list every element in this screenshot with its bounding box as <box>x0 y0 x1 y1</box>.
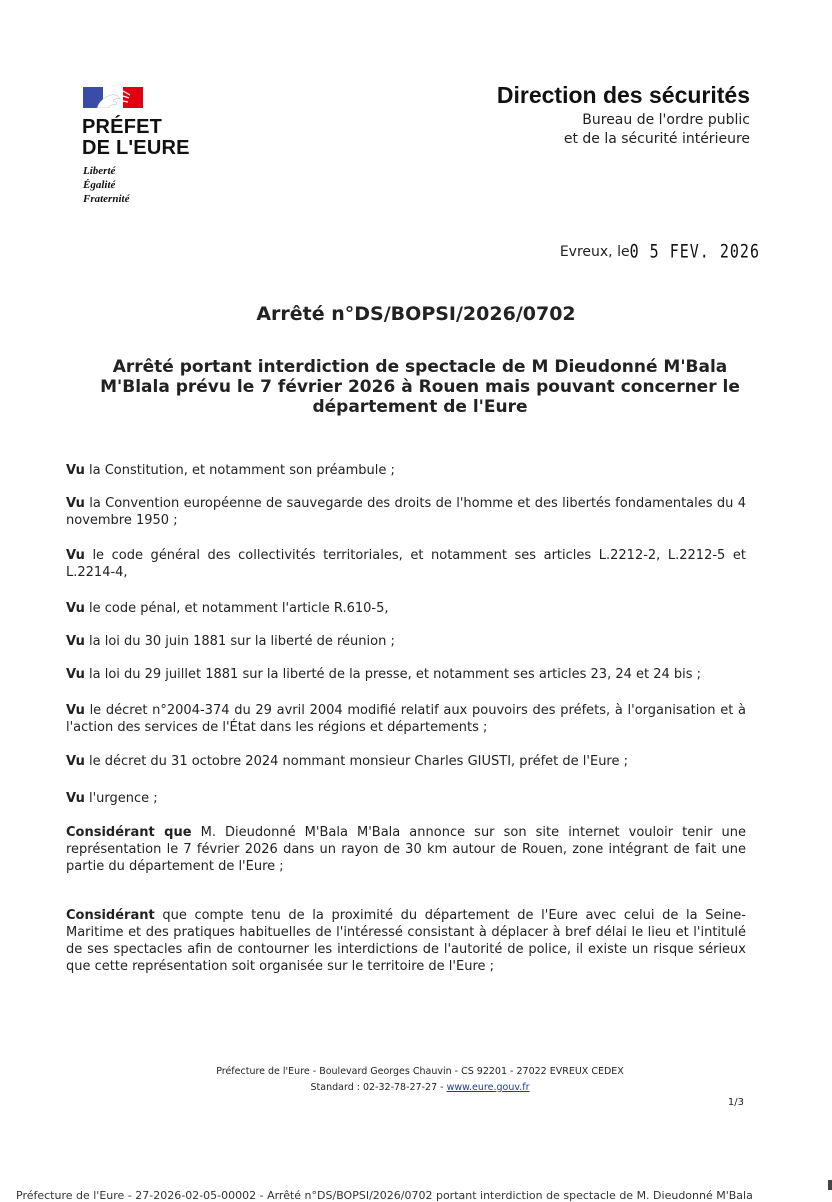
visa-text: l'urgence ; <box>84 791 158 806</box>
visa-paragraph <box>66 633 746 650</box>
bureau-subtitle <box>564 111 750 149</box>
website-link[interactable]: www.eure.gouv.fr <box>446 1082 530 1093</box>
visa-lead: Vu <box>66 634 85 649</box>
visa-text: le code pénal, et notamment l'article R.610-5, <box>84 601 389 616</box>
visa-lead: Vu <box>66 548 85 563</box>
visa-paragraph <box>66 753 746 770</box>
logo-line-2: DE L'EURE <box>82 137 190 159</box>
bureau-line-1: Bureau de l'ordre public <box>582 112 750 128</box>
visa-lead: Vu <box>66 703 85 718</box>
arrete-number: Arrêté n°DS/BOPSI/2026/0702 <box>256 303 576 325</box>
motto-fraternite: Fraternité <box>83 193 130 205</box>
visa-lead: Vu <box>66 601 85 616</box>
direction-title: Direction des sécurités <box>496 82 750 108</box>
visa-paragraph <box>66 462 746 479</box>
motto-liberte: Liberté <box>83 165 116 177</box>
reference-strip: Préfecture de l'Eure - 27-2026-02-05-00002 - Arrêté n°DS/BOPSI/2026/0702 portant interdiction de spectacle de M. Dieudonné M'Bala <box>16 1189 753 1202</box>
footer-address: Préfecture de l'Eure - Boulevard Georges Chauvin - CS 92201 - 27022 EVREUX CEDEX <box>216 1066 624 1077</box>
date-line <box>559 239 760 263</box>
visa-text: la loi du 29 juillet 1881 sur la liberté de la presse, et notamment ses articles 23, 24 et 24 bis ; <box>84 667 702 682</box>
visa-paragraph <box>66 666 746 683</box>
prefet-logo-title <box>82 117 190 159</box>
date-stamp: 0 5 FEV. 2026 <box>629 239 760 263</box>
visa-paragraph <box>66 790 746 807</box>
motto-egalite: Égalité <box>83 179 116 191</box>
marianne-flag-logo <box>83 87 143 108</box>
bureau-line-2: et de la sécurité intérieure <box>563 131 750 147</box>
visa-text: la Convention européenne de sauvegarde des droits de l'homme et des libertés fondamentales du 4 novembre 1950 ; <box>66 496 746 528</box>
footer-phone: Standard : 02-32-78-27-27 - <box>310 1082 447 1093</box>
visa-text: le décret du 31 octobre 2024 nommant monsieur Charles GIUSTI, préfet de l'Eure ; <box>84 754 628 769</box>
considerant-lead: Considérant <box>66 908 155 923</box>
visa-text: la Constitution, et notamment son préambule ; <box>84 463 395 478</box>
visa-lead: Vu <box>66 754 85 769</box>
logo-line-1: PRÉFET <box>82 116 163 138</box>
republic-motto <box>83 164 129 206</box>
visa-paragraph <box>66 547 746 581</box>
considerant-paragraph <box>66 824 746 875</box>
visa-lead: Vu <box>66 463 85 478</box>
visa-lead: Vu <box>66 791 85 806</box>
considerant-lead: Considérant que <box>66 825 192 840</box>
visa-text: la loi du 30 juin 1881 sur la liberté de réunion ; <box>84 634 395 649</box>
visa-lead: Vu <box>66 496 85 511</box>
considerant-paragraph <box>66 907 746 975</box>
page-number: 1/3 <box>727 1097 744 1108</box>
footer-contact <box>120 1080 720 1096</box>
visa-paragraph <box>66 600 746 617</box>
date-place: Evreux, le <box>559 244 630 260</box>
visa-paragraph <box>66 495 746 529</box>
visa-paragraph <box>66 702 746 736</box>
considerant-text: que compte tenu de la proximité du département de l'Eure avec celui de la Seine-Maritime et des pratiques habituelles de l'intéressé consistant à déplacer à bref délai le lieu et l'intitulé de ses spectacles afin de contourner les interdictions de l'autorité de police, il existe un risque sérieux que cette représentation soit organisée sur le territoire de l'Eure ; <box>66 908 746 974</box>
arrete-title: Arrêté portant interdiction de spectacle de M Dieudonné M'Bala M'Blala prévu le 7 février 2026 à Rouen mais pouvant concerner le département de l'Eure <box>100 357 740 417</box>
scan-edge-mark <box>828 1180 832 1190</box>
visa-text: le décret n°2004-374 du 29 avril 2004 modifié relatif aux pouvoirs des préfets, à l'organisation et à l'action des services de l'État dans les régions et départements ; <box>66 703 746 735</box>
visa-text: le code général des collectivités territoriales, et notamment ses articles L.2212-2, L.2212-5 et L.2214-4, <box>66 548 746 580</box>
prefecture-footer <box>120 1064 720 1096</box>
visa-lead: Vu <box>66 667 85 682</box>
considerant-text: M. Dieudonné M'Bala M'Bala annonce sur son site internet vouloir tenir une représentation le 7 février 2026 dans un rayon de 30 km autour de Rouen, zone intégrant de fait une partie du département de l'Eure ; <box>66 825 746 874</box>
